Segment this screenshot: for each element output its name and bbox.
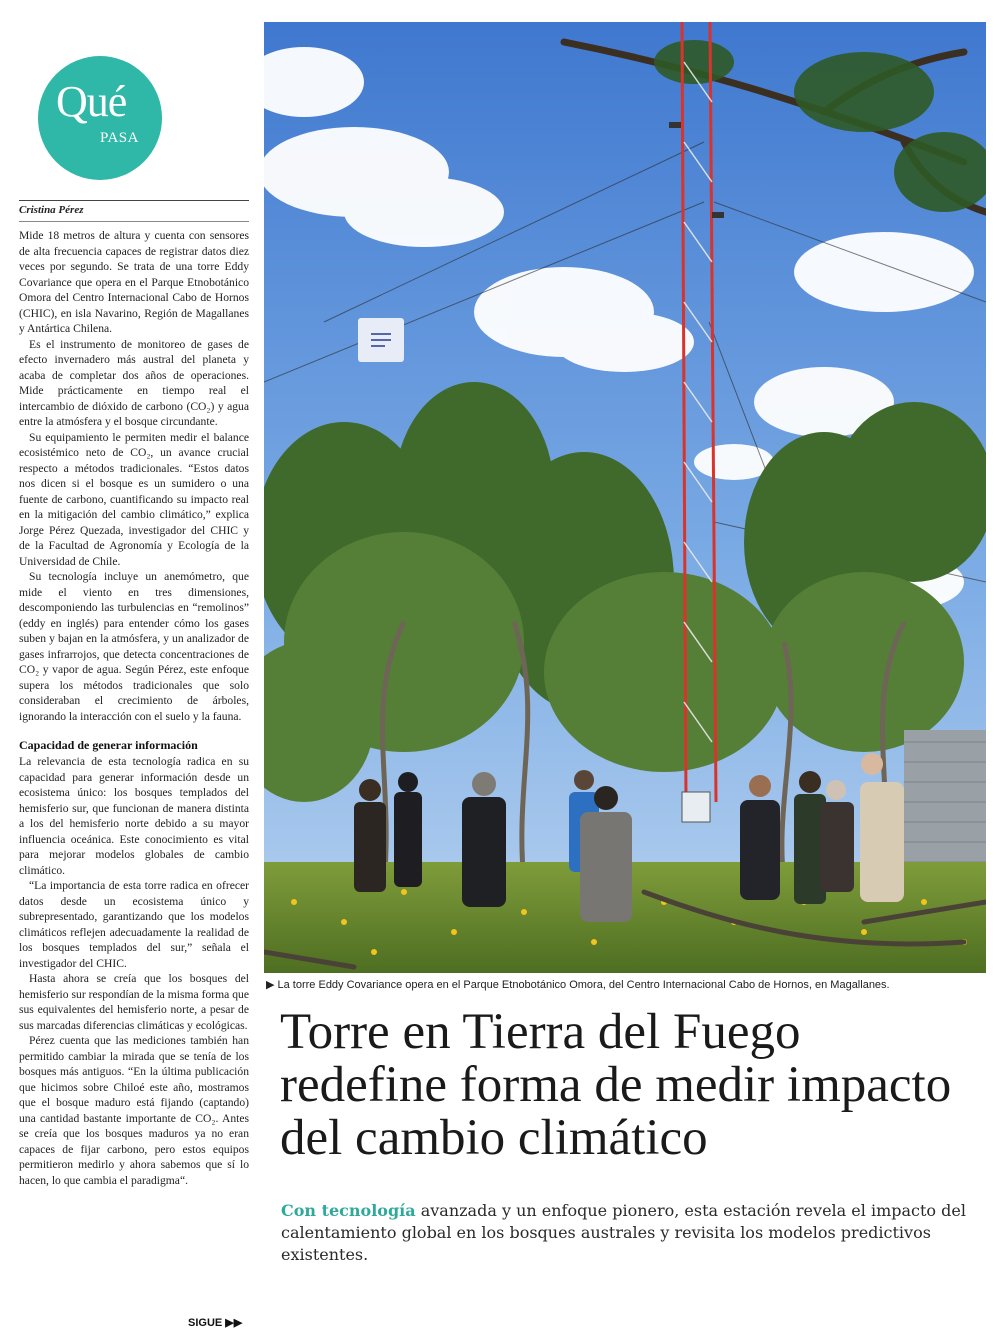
- article-column: [19, 200, 249, 1188]
- que-pasa-logo: [38, 56, 162, 180]
- article-paragraph: Es el instrumento de monitoreo de gases de efecto invernadero más austral del planeta y acaba de completar dos años de operaciones. Mide prácticamente en tiempo real el intercambio de dióxido de carbono (CO₂) y agua entre la atmósfera y el bosque circundante.: [19, 337, 249, 428]
- menu-button[interactable]: [358, 318, 404, 362]
- lede: [281, 1200, 981, 1266]
- continue-link[interactable]: SIGUE ▶▶: [188, 1317, 243, 1329]
- tower-photo: [264, 22, 986, 973]
- article-subhead: Capacidad de generar información: [19, 738, 198, 752]
- byline-rule-bottom: [19, 221, 249, 222]
- byline-rule-top: [19, 200, 249, 201]
- lede-highlight: Con tecnología: [281, 1201, 416, 1220]
- article-paragraph: Hasta ahora se creía que los bosques del hemisferio sur respondían de la misma forma que sus equivalentes del hemisferio norte, a pesar de sus marcadas diferencias climáticas y ecológicas.: [19, 972, 249, 1032]
- logo-sub-text: PASA: [100, 130, 139, 146]
- menu-icon: [371, 333, 391, 347]
- article-paragraph: La relevancia de esta tecnología radica en su capacidad para generar información desde un ecosistema único: los bosques templados del hemisferio sur, que funcionan de manera distinta a los del hemisferio norte debido a su mayor influencia oceánica. Este conocimiento es vital para mejorar modelos globales de cambio climático.: [19, 755, 249, 877]
- article-paragraph: Mide 18 metros de altura y cuenta con sensores de alta frecuencia capaces de registrar datos diez veces por segundo. Se trata de una torre Eddy Covariance que opera en el Parque Etnobotánico Omora del Centro Internacional Cabo de Hornos (CHIC), en isla Navarino, Región de Magallanes y Antártica Chilena.: [19, 229, 249, 335]
- photo-caption: ▶ La torre Eddy Covariance opera en el Parque Etnobotánico Omora, del Centro Internacional Cabo de Hornos, en Magallanes.: [266, 979, 890, 991]
- tower-photo-illustration: [264, 22, 986, 973]
- logo-main-text: Qué: [56, 77, 127, 126]
- article-paragraph: “La importancia de esta torre radica en ofrecer datos desde un ecosistema único y subrepresentado, garantizando que los modelos climáticos reflejen adecuadamente la realidad de los bosques templados del sur,” señala el investigador del CHIC.: [19, 879, 249, 970]
- article-paragraph: Su equipamiento le permiten medir el balance ecosistémico neto de CO₂, un avance crucial respecto a métodos tradicionales. “Estos datos nos dicen si el bosque es un sumidero o una fuente de carbono, cuantificando su impacto real en la mitigación del cambio climático,” explica Jorge Pérez Quezada, investigador del CHIC y de la Facultad de Agronomía y Ecología de la Universidad de Chile.: [19, 430, 249, 568]
- article-paragraph: Pérez cuenta que las mediciones también han permitido cambiar la mirada que se tenía de los bosques más antiguos. “En la última publicación que hicimos sobre Chiloé este año, mostramos que el bosque maduro está fijando (captando) una cantidad bastante importante de CO₂. Antes se creía que los bosques maduros ya no eran capaces de fijar carbono, pero estos equipos permitieron medirlo y ahora sabemos que sí lo hacen, lo que cambia el paradigma“.: [19, 1034, 249, 1187]
- byline: Cristina Pérez: [19, 204, 84, 216]
- headline: Torre en Tierra del Fuego redefine forma de medir impacto del cambio climático: [280, 1004, 952, 1166]
- article-paragraph: Su tecnología incluye un anemómetro, que mide el viento en tres dimensiones, descomponiendo las turbulencias en “remolinos” (eddy en inglés) para entender cómo los gases suben y bajan en la atmósfera, y un analizador de gases infrarrojos, que detecta concentraciones de CO₂ y vapor de agua. Según Pérez, este enfoque supera los métodos tradicionales que solo consideraban el crecimiento de árboles, ignorando la interacción con el suelo y la fauna.: [19, 570, 249, 723]
- lede-text: avanzada y un enfoque pionero, esta estación revela el impacto del calentamiento global en los bosques australes y revisita los modelos predictivos existentes.: [281, 1201, 966, 1264]
- article-body: [19, 228, 249, 1188]
